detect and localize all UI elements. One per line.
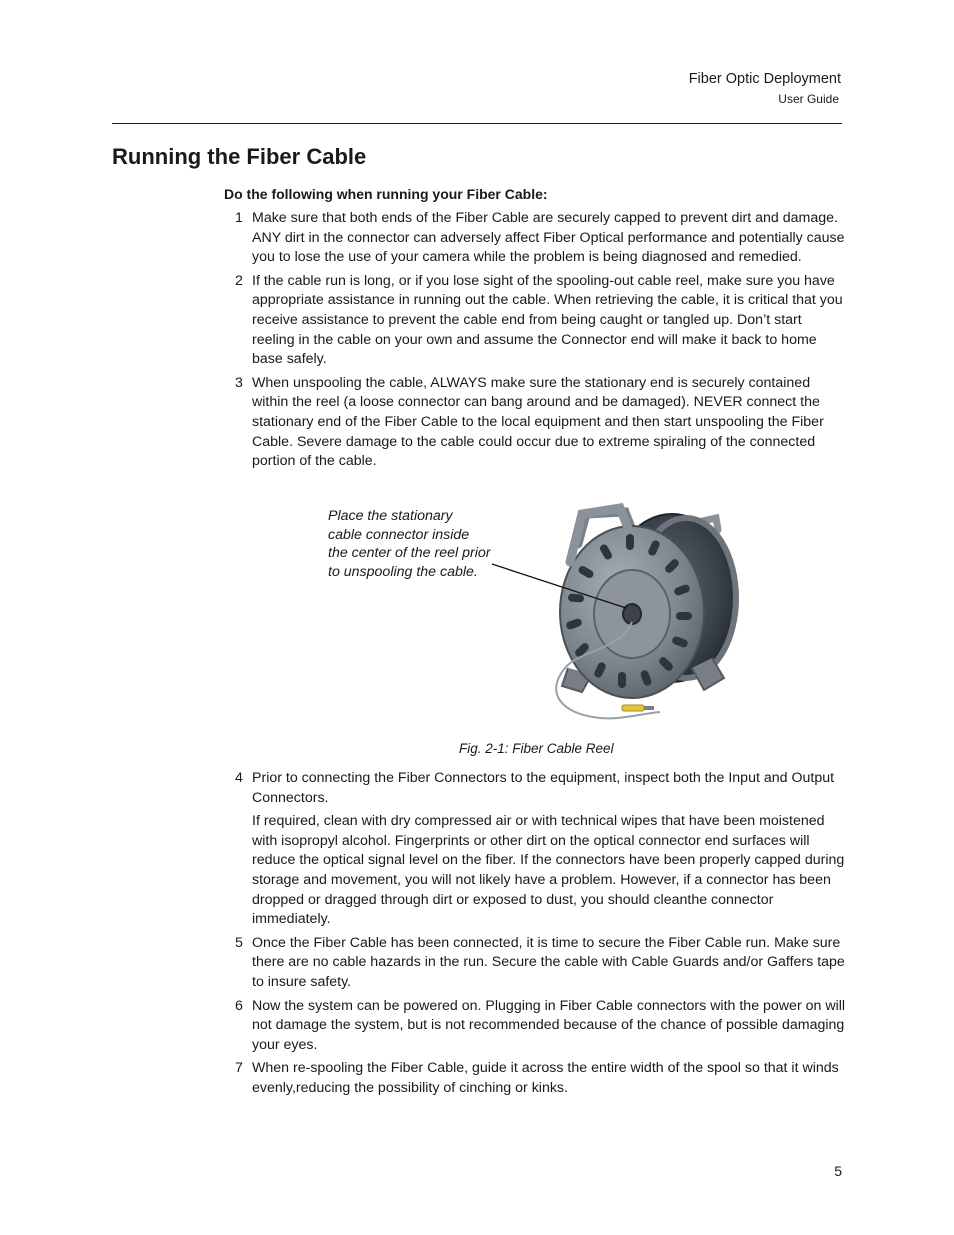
step-number: 1	[235, 210, 243, 226]
cable-connector	[622, 705, 644, 711]
step-number: 6	[235, 997, 243, 1014]
step-number: 5	[235, 934, 243, 951]
running-header-title: Fiber Optic Deployment	[688, 71, 841, 87]
step-number: 7	[235, 1060, 243, 1077]
step-item	[224, 769, 846, 930]
step-item	[224, 997, 846, 1056]
step-text: Make sure that both ends of the Fiber Cable are securely capped to prevent dirt and damage. ANY dirt in the connector can adversely affect Fiber Optical performance and potentially cause you to lose the use of your camera while the problem is being diagnosed and remedied.	[252, 210, 845, 266]
page-number: 5	[834, 1163, 842, 1179]
step-text: Once the Fiber Cable has been connected, it is time to secure the Fiber Cable run. Make sure there are no cable hazards in the run. Secure the cable with Cable Guards and/or Gaffers tape to insure safety.	[252, 934, 845, 990]
step-text: If the cable run is long, or if you lose sight of the spooling-out cable reel, make sure you have appropriate assistance in running out the cable. When retrieving the cable, it is critical that you receive assistance to prevent the cable end from being caught or tangled up. Don’t start reeling in the cable on your own and assume the Connector end will make it back to home base safely.	[252, 272, 843, 368]
step-item	[224, 374, 846, 472]
step-number: 4	[235, 770, 243, 786]
callout-line: cable connector inside	[328, 526, 470, 543]
step-extra-paragraph: If required, clean with dry compressed air or with technical wipes that have been moistened with isopropyl alcohol. Fingerprints or other dirt on the optical connector end surfaces will reduce the optical signal level on the fiber. If the connectors have been properly capped during storage and movement, you will not likely have a problem. However, if a connector has been dropped or dragged through dirt or exposed to dust, you should cleanthe connector immediately.	[252, 813, 845, 928]
step-number: 3	[235, 374, 243, 391]
fiber-cable-reel-figure	[320, 500, 750, 730]
section-title: Running the Fiber Cable	[112, 144, 367, 169]
figure-caption: Fig. 2-1: Fiber Cable Reel	[459, 741, 614, 756]
step-text: Now the system can be powered on. Plugging in Fiber Cable connectors with the power on will not damage the system, but is not recommended because of the chance of possible damaging your eyes.	[252, 997, 846, 1053]
cable-reel-illustration	[320, 500, 750, 730]
stationary-connector	[623, 604, 641, 624]
step-item	[224, 1059, 846, 1098]
step-item	[224, 272, 846, 370]
callout-line: the center of the reel prior	[328, 545, 491, 562]
step-number: 2	[235, 272, 243, 289]
running-header-subtitle: User Guide	[778, 92, 839, 106]
step-text: When re-spooling the Fiber Cable, guide it across the entire width of the spool so that it winds evenly,reducing the possibility of cinching or kinks.	[252, 1060, 839, 1096]
section-intro: Do the following when running your Fiber Cable:	[224, 186, 548, 202]
step-text: When unspooling the cable, ALWAYS make sure the stationary end is securely contained within the reel (a loose connector can bang around and be damaged). NEVER connect the stationary end of the Fiber Cable to the local equipment and then start unspooling the Fiber Cable. Severe damage to the cable could occur due to extreme spiraling of the connected portion of the cable.	[252, 374, 824, 470]
step-text: Prior to connecting the Fiber Connectors to the equipment, inspect both the Input and Output Connectors.	[252, 770, 835, 806]
step-item	[224, 209, 846, 268]
step-item	[224, 934, 846, 993]
callout-line: Place the stationary	[328, 508, 453, 524]
header-rule	[112, 123, 842, 124]
callout-line: to unspooling the cable.	[328, 563, 478, 580]
steps-list-top	[224, 209, 846, 476]
steps-list-bottom	[224, 769, 846, 1103]
